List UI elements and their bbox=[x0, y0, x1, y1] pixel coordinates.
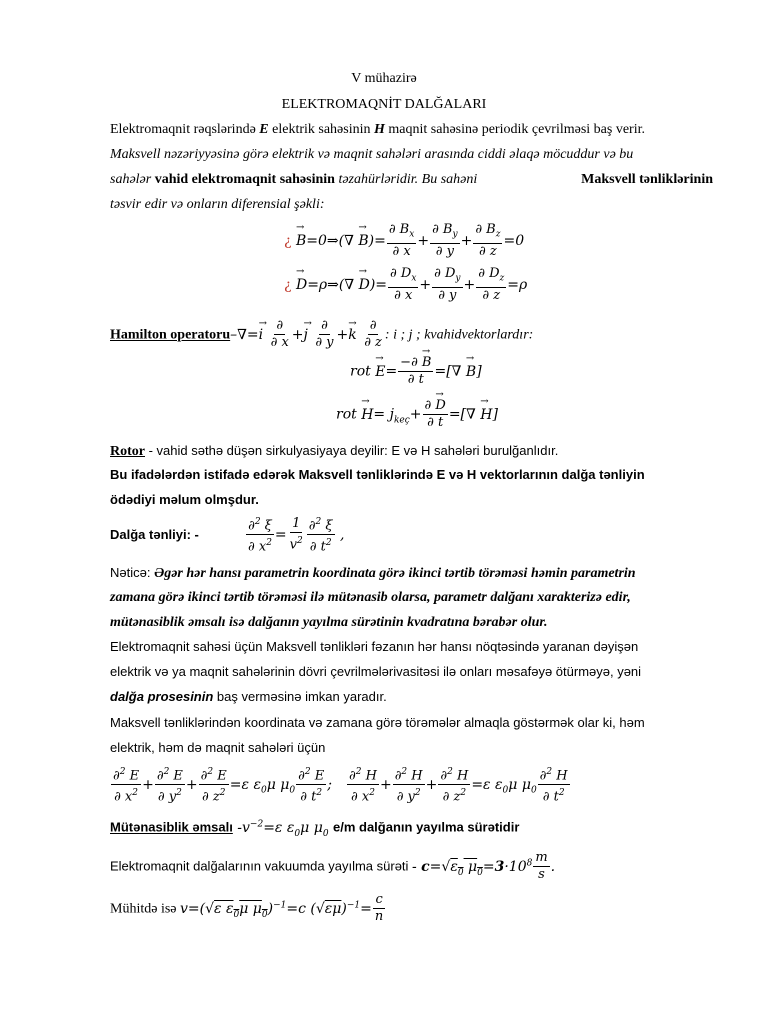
result-line-1 bbox=[110, 564, 713, 583]
paragraph-maxwell-3: təsvir edir və onların diferensial şəkli: bbox=[110, 197, 325, 212]
vacuum-label: Elektromaqnit dalğalarının vakuumda yayılma sürəti bbox=[110, 858, 409, 874]
bold-paragraph-1 bbox=[110, 466, 713, 484]
result-label: Nəticə: bbox=[110, 565, 155, 580]
lecture-title: V mühazirə bbox=[351, 71, 417, 86]
bold-term: vahid elektromaqnit sahəsinin bbox=[154, 172, 335, 187]
text: Elektromaqnit rəqslərində bbox=[110, 122, 260, 137]
em-line-3 bbox=[110, 688, 713, 706]
text: Maksvell nəzəriyyəsinə görə elektrik və maqnit sahələri arasında ciddi əlaqə möcuddur və bu bbox=[110, 147, 634, 162]
equation-rot-e: rot → E= $\frac{-\partial \to B}{\partial t}$ =[∇ → B] bbox=[350, 355, 482, 388]
text: zamana görə ikinci tərtib törəməsi ilə mütənasib olarsa, parametr dalğanı xarakterizə edir, bbox=[110, 590, 631, 605]
equation-wave-e: $\frac{\partial^2 E}{\partial x^2}$ + $\frac{\partial^2 E}{\partial y^2}$ + $\frac{\partial^2 E}{\partial z^2}$ =ε $\varepsilon_0\mu$ $\mu_0$ $\frac{\partial^2 E}{\partial t^2}$ ; bbox=[110, 764, 332, 806]
bold-term: Maksvell tənliklərinin bbox=[581, 172, 713, 187]
equation-div-b: ¿ → B=0⇒(∇ → B)= $\frac{\partial B_x}{\partial x}$ + $\frac{\partial B_y}{\partial y}$ + $\frac{\partial B_z}{\partial z}$ =0 bbox=[284, 222, 524, 260]
text: sahələr bbox=[110, 172, 155, 187]
proportionality-line: Mütənasiblik əmsalı $-v^{-2}=\varepsilon$ $\varepsilon_0\mu$ $\mu_0$ e/m dalğanın yayılma sürətidir bbox=[110, 819, 520, 839]
rotor-label: Rotor bbox=[110, 444, 145, 459]
medium-label: Mühitdə isə bbox=[110, 901, 177, 917]
equation-wave-h: $\frac{\partial^2 H}{\partial x^2}$ + $\frac{\partial^2 H}{\partial y^2}$ + $\frac{\partial^2 H}{\partial z^2}$ =ε $\varepsilon_0\mu$ $\mu_0$ $\frac{\partial^2 H}{\partial t^2}$ bbox=[346, 764, 571, 806]
bold-term: dalğa prosesinin bbox=[110, 689, 214, 704]
prop-label: Mütənasiblik əmsalı bbox=[110, 819, 233, 835]
bold-paragraph-2: ödədiyi məlum olmşdur. bbox=[110, 492, 259, 507]
text: baş verməsinə imkan yaradır. bbox=[213, 689, 387, 704]
paragraph-maxwell-2 bbox=[110, 171, 713, 189]
equation-div-d: ¿ → D=ρ⇒(∇ → D)= $\frac{\partial D_x}{\partial x}$ + $\frac{\partial D_y}{\partial y}$ + $\frac{\partial D_z}{\partial z}$ =ρ bbox=[284, 266, 527, 304]
vacuum-speed-line: Elektromaqnit dalğalarının vakuumda yayılma sürəti - $c=√\varepsilon_0$ $\mu_0=3\cdot 10^8$ $\frac{m}{s}$ . bbox=[110, 850, 556, 882]
hamilton-note: : i ; j ; kvahidvektorlardır: bbox=[384, 327, 534, 343]
paragraph-maxwell-1 bbox=[110, 146, 713, 164]
prop-text: e/m dalğanın yayılma sürətidir bbox=[333, 819, 520, 835]
wave-equation-line: Dalğa tənliyi: - $\frac{\partial^2 \xi}{\partial x^2}$ = $\frac{1}{v^2}$ $\frac{\partial^2 \xi}{\partial t^2}$ , bbox=[110, 526, 713, 545]
em-line-1 bbox=[110, 638, 713, 656]
symbol-h: H bbox=[374, 122, 385, 137]
symbol-e: E bbox=[259, 122, 269, 137]
text: elektrik və ya maqnit sahələrinin dövri çevrilmələrivasitəsi ilə onları məsafəyə ötürməyə, yəni bbox=[110, 664, 642, 679]
medium-speed-line: Mühitdə isə v=(√ε $\varepsilon_0\mu$ $\mu_0)^{-1}=c$ $(√\varepsilon\mu)^{-1}=$ $\frac{c}{n}$ bbox=[110, 892, 384, 924]
mx-line-1 bbox=[110, 714, 713, 732]
wave-label: Dalğa tənliyi: - bbox=[110, 527, 199, 542]
paragraph-intro bbox=[110, 121, 713, 139]
em-line-2 bbox=[110, 663, 713, 681]
hamilton-line: Hamilton operatoru–∇=→ i $\frac{\partial}{\partial x}$ +→ j $\frac{\partial}{\partial y}$ +→ k $\frac{\partial}{\partial z}$ : i ; j ; kvahidvektorlardır: bbox=[110, 318, 713, 351]
equation-rot-h: rot → $H= j_{keç}+$ $\frac{\partial \to D}{\partial t}$ =[∇ → H] bbox=[336, 398, 498, 431]
result-line-2 bbox=[110, 589, 713, 607]
text: Elektromaqnit sahəsi üçün Maksvell tənlikləri fəzanın hər hansı nöqtəsində yaranan dəyişən bbox=[110, 639, 639, 654]
text: Maksvell tənliklərindən koordinata və zamana görə törəmələr almaqla göstərmək olar ki, həm bbox=[110, 715, 645, 730]
text: Bu ifadələrdən istifadə edərək Maksvell tənliklərində E və H vektorlarının dalğa tənliyin bbox=[110, 467, 645, 482]
mx-line-2: elektrik, həm də maqnit sahələri üçün bbox=[110, 740, 326, 755]
text: maqnit sahəsinə periodik çevrilməsi baş verir. bbox=[384, 122, 645, 137]
result-line-3: mütənasiblik əmsalı isə dalğanın yayılma sürətinin kvadratına bərabər olur. bbox=[110, 615, 548, 630]
text: elektrik sahəsinin bbox=[268, 122, 375, 137]
rotor-line bbox=[110, 442, 713, 461]
hamilton-label: Hamilton operatoru bbox=[110, 327, 231, 343]
text: təzahürləridir. Bu sahəni bbox=[334, 172, 478, 187]
rotor-text: - vahid səthə düşən sirkulyasiyaya deyilir: E və H sahələri burulğanlıdır. bbox=[145, 443, 559, 458]
main-title: ELEKTROMAQNİT DALĞALARI bbox=[281, 97, 487, 112]
text: Əgər hər hansı parametrin koordinata görə ikinci tərtib törəməsi həmin parametrin bbox=[154, 566, 636, 581]
